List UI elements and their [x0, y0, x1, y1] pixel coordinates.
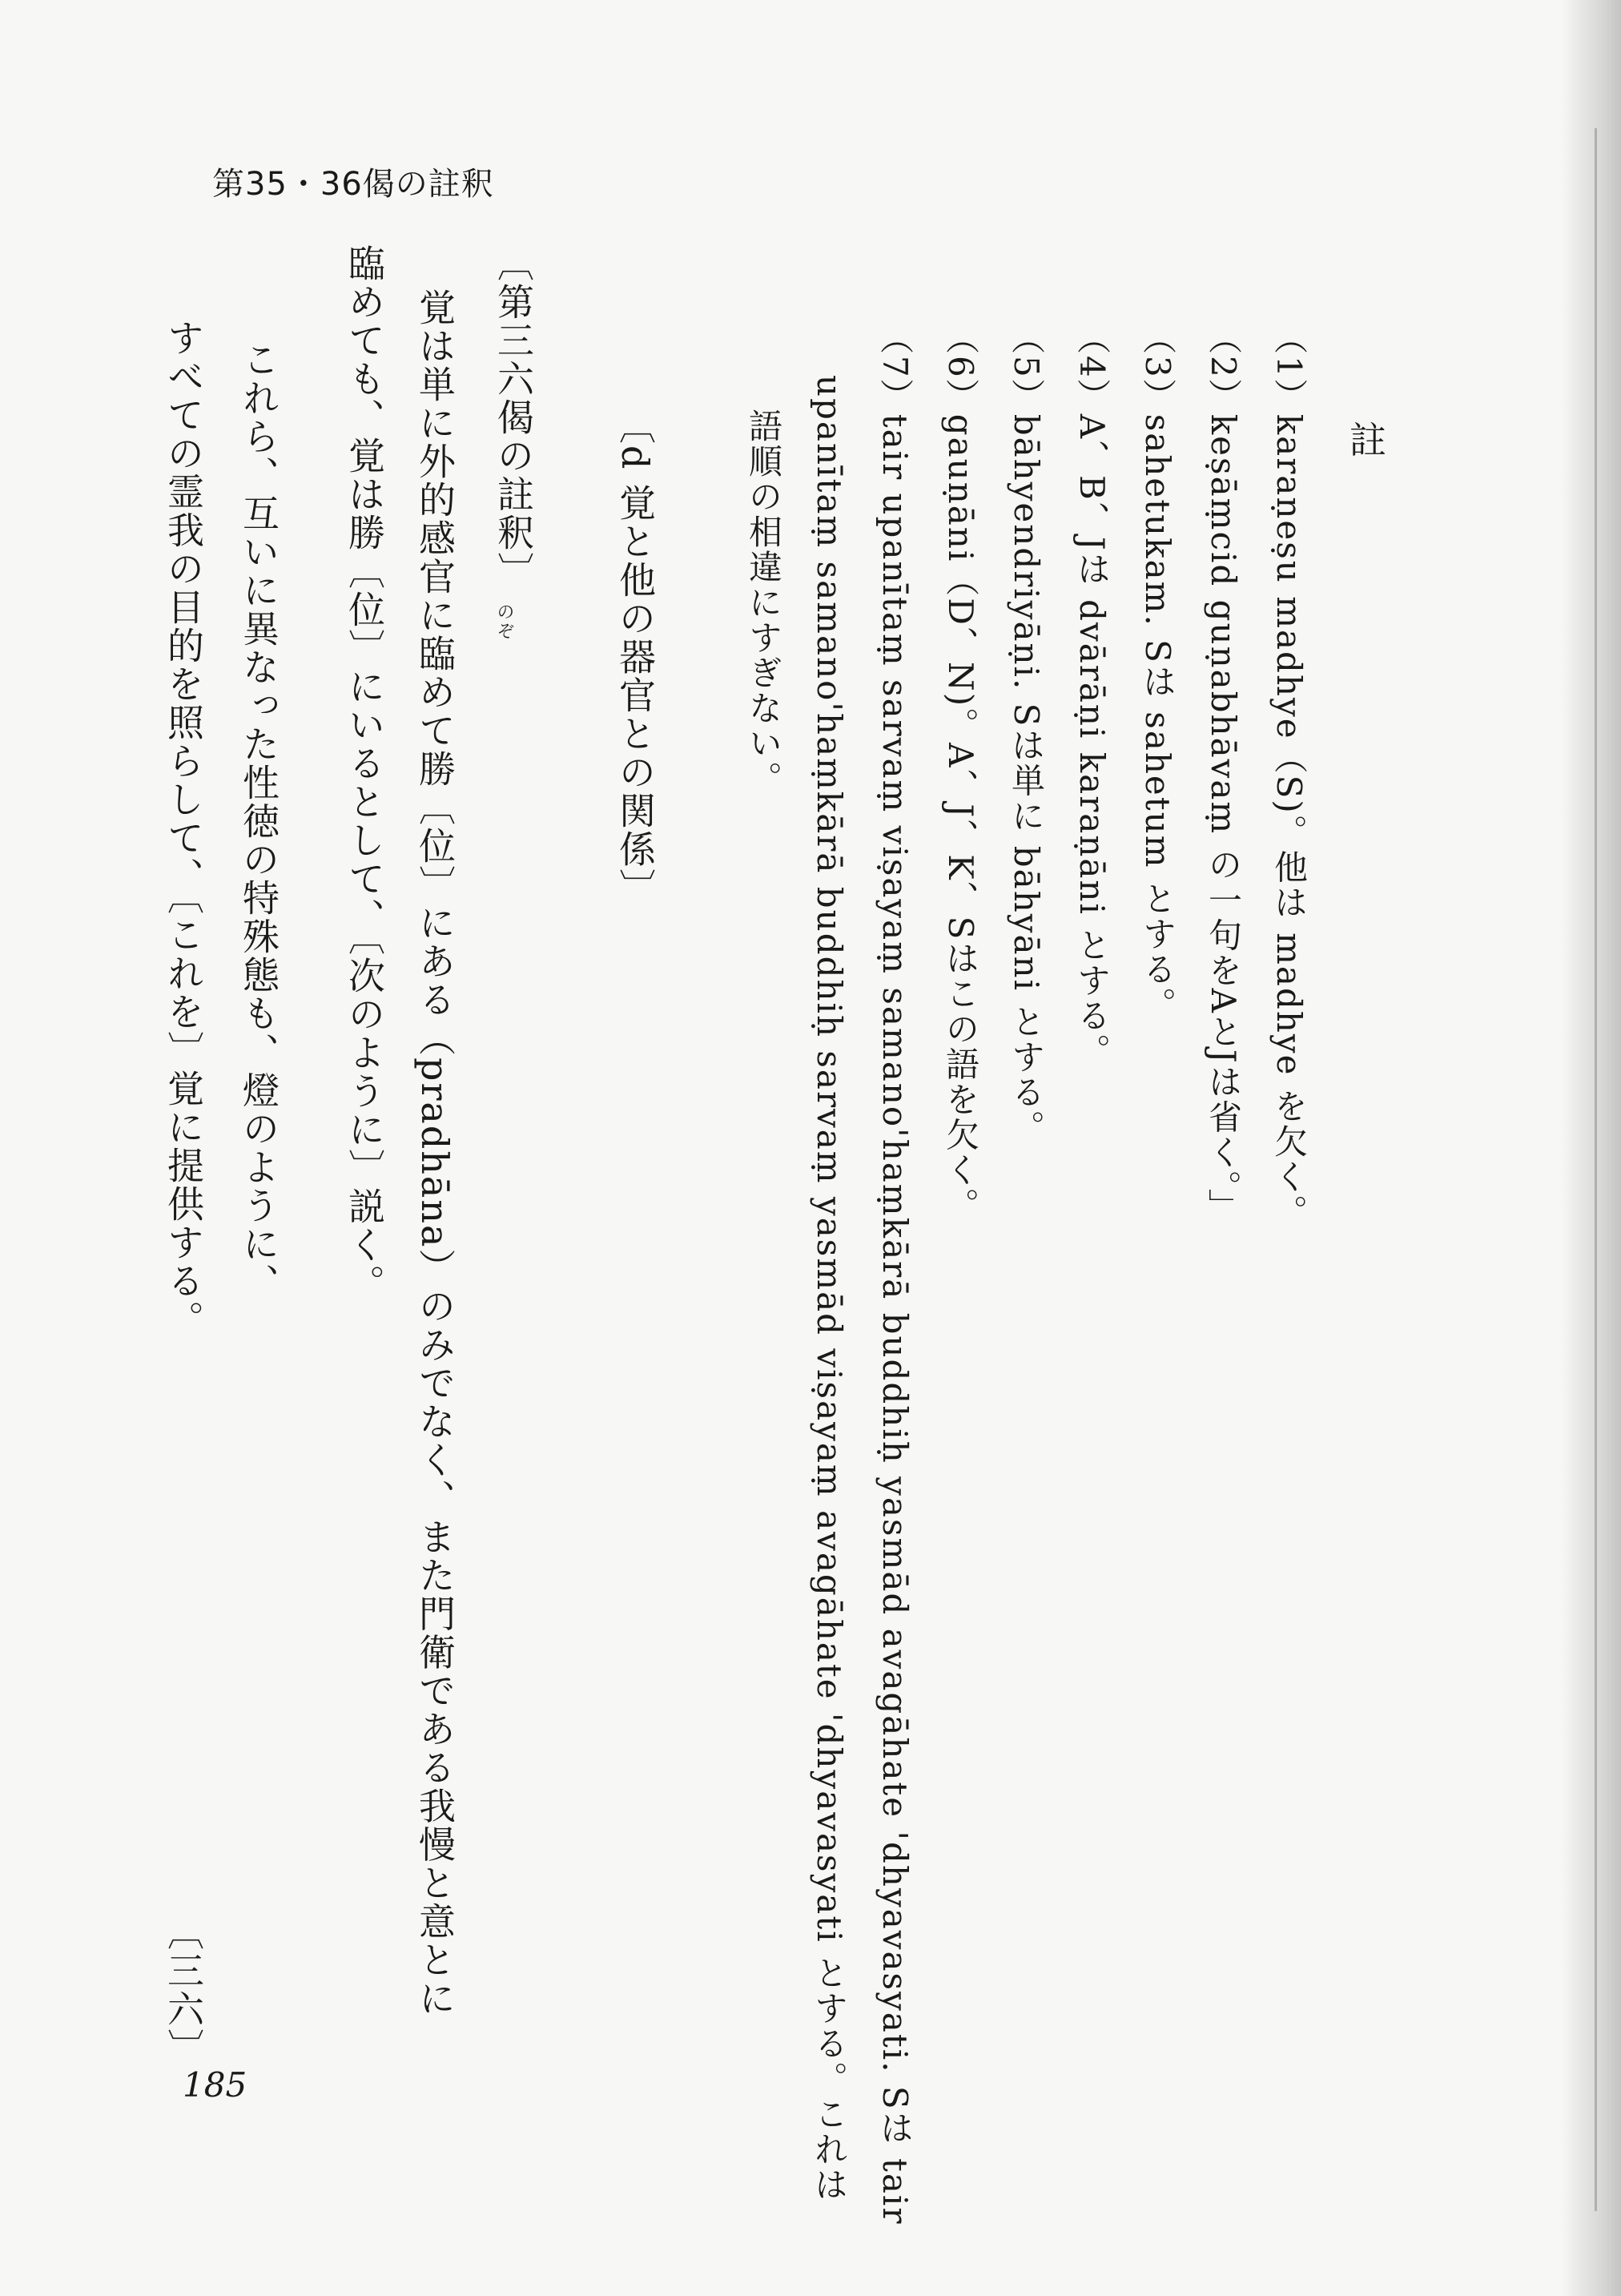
note-2: （2）keṣāṃcid guṇabhāvaṃ の一句をAとJは省く。」	[1204, 320, 1243, 1224]
note-5: （5）bāhyendriyāṇi. Sは単に bāhyāni とする。	[1007, 320, 1046, 1146]
body-line-1: 覚は単に外的感官に臨めて勝〔位〕にある（pradhāna）のみでなく、また門衛である我慢と意とに	[413, 288, 457, 2018]
verse-number-marker: 〔三六〕	[162, 1913, 205, 2067]
body-line-2: 臨めても、覚は勝〔位〕にいるとして、〔次のように〕説く。	[343, 244, 386, 1303]
note-1: （1）karaṇeṣu madhye（S)。他は madhye を欠く。	[1269, 320, 1309, 1230]
note-6: （6）gauṇāni（D、N)。A、J、K、Sはこの語を欠く。	[941, 320, 980, 1223]
section-subheading: 〔第三六偈の註釈〕	[492, 244, 535, 590]
binding-edge-line	[1595, 128, 1597, 2211]
ruby-reading: のぞ	[494, 602, 514, 641]
notes-title: 註	[1344, 421, 1387, 459]
note-4: （4）A、B、Jは dvārāṇi karaṇāni とする。	[1072, 320, 1112, 1069]
page-edge-shadow	[1561, 0, 1621, 2296]
verse-line-1: これら、互いに異なった性徳の特殊態も、燈のように、	[237, 340, 280, 1302]
note-7-line-2: upanītaṃ samano'haṃkārā buddhiḥ sarvaṃ yasmād viṣayaṃ avagāhate 'dhyavasyati とする。これは	[810, 375, 849, 2203]
section-heading: 〔d 覚と他の器官との関係〕	[613, 407, 657, 908]
note-3: （3）sahetukam. Sは sahetum とする。	[1138, 320, 1177, 1022]
running-header: 第35・36偈の註釈	[212, 166, 494, 203]
note-7-line-1: （7）tair upanītaṃ sarvaṃ viṣayaṃ samano'haṃkārā buddhiḥ yasmād avagāhate 'dhyavasyati. Sは tair	[875, 320, 915, 2226]
verse-line-2: すべての霊我の目的を照らして、〔これを〕覚に提供する。	[162, 319, 205, 1339]
page-number: 185	[183, 2065, 247, 2105]
note-7-line-3: 語順の相違にすぎない。	[744, 409, 783, 796]
